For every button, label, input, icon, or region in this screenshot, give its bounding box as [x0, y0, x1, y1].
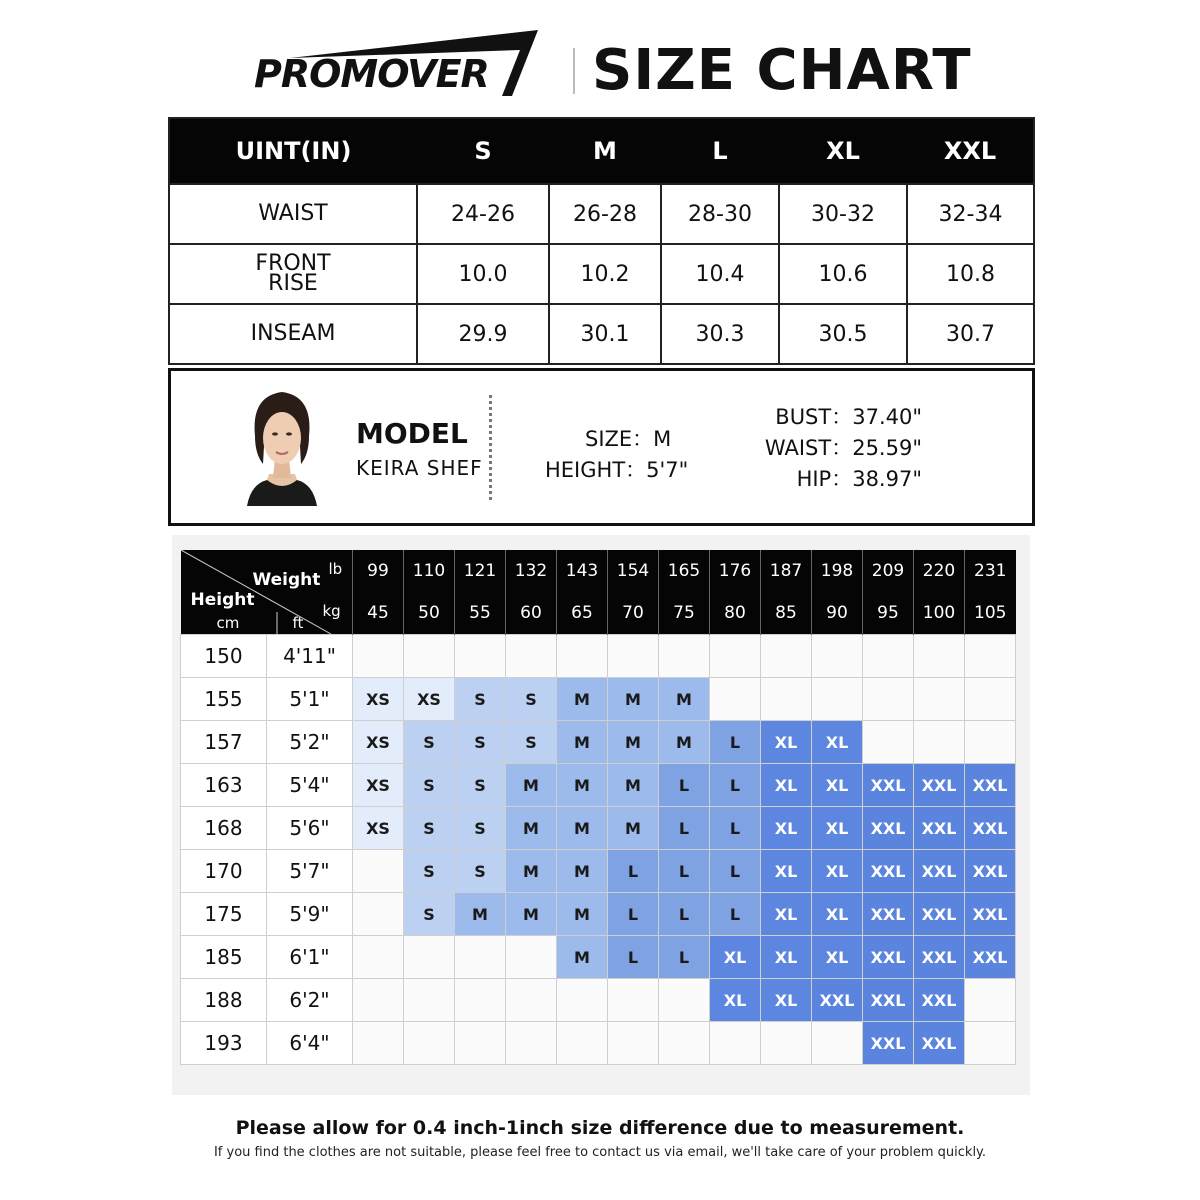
size-row-inseam	[169, 304, 1034, 364]
size-recommendation-cell: M	[455, 893, 506, 936]
grid-row	[181, 1022, 1016, 1065]
size-recommendation-cell: M	[557, 678, 608, 721]
weight-lb-cell: 187	[761, 550, 812, 591]
empty-cell	[557, 635, 608, 678]
unit-header: UINT(IN)	[169, 118, 417, 184]
weight-lb-cell: 154	[608, 550, 659, 591]
empty-cell	[659, 1022, 710, 1065]
corner-cm-label: cm	[216, 614, 240, 632]
size-recommendation-cell: XXL	[863, 807, 914, 850]
height-ft-cell: 5'7"	[267, 850, 353, 893]
size-recommendation-cell: M	[557, 936, 608, 979]
size-recommendation-cell: XL	[710, 936, 761, 979]
weight-lb-cell: 132	[506, 550, 557, 591]
size-recommendation-cell: M	[608, 807, 659, 850]
empty-cell	[353, 850, 404, 893]
corner-kg-label: kg	[322, 602, 341, 620]
empty-cell	[710, 678, 761, 721]
empty-cell	[506, 936, 557, 979]
empty-cell	[608, 1022, 659, 1065]
empty-cell	[455, 635, 506, 678]
corner-height-label: Height	[190, 590, 255, 610]
empty-cell	[404, 936, 455, 979]
size-recommendation-cell: S	[404, 764, 455, 807]
weight-kg-cell: 65	[557, 591, 608, 635]
grid-row	[181, 807, 1016, 850]
size-recommendation-cell: S	[455, 850, 506, 893]
size-header: XL	[779, 118, 907, 184]
weight-lb-cell: 110	[404, 550, 455, 591]
size-recommendation-cell: M	[506, 893, 557, 936]
weight-kg-cell: 80	[710, 591, 761, 635]
weight-kg-cell: 90	[812, 591, 863, 635]
size-value: 24-26	[417, 184, 549, 244]
weight-kg-cell: 100	[914, 591, 965, 635]
empty-cell	[353, 936, 404, 979]
height-cm-cell: 188	[181, 979, 267, 1022]
size-value: 26-28	[549, 184, 661, 244]
size-recommendation-cell: L	[659, 850, 710, 893]
size-recommendation-cell: M	[557, 764, 608, 807]
empty-cell	[455, 936, 506, 979]
size-recommendation-cell: S	[506, 678, 557, 721]
size-recommendation-cell: XL	[761, 764, 812, 807]
height-ft-cell: 5'2"	[267, 721, 353, 764]
empty-cell	[965, 1022, 1016, 1065]
model-label: MODEL	[356, 417, 468, 450]
empty-cell	[659, 979, 710, 1022]
empty-cell	[812, 635, 863, 678]
height-cm-cell: 150	[181, 635, 267, 678]
size-value: 32-34	[907, 184, 1034, 244]
height-cm-cell: 170	[181, 850, 267, 893]
size-recommendation-cell: XL	[812, 721, 863, 764]
page-title: SIZE CHART	[592, 38, 972, 103]
model-hip: HIP：38.97"	[796, 467, 922, 491]
size-recommendation-cell: L	[659, 764, 710, 807]
size-recommendation-cell: S	[404, 893, 455, 936]
empty-cell	[557, 1022, 608, 1065]
size-recommendation-cell: M	[557, 893, 608, 936]
size-recommendation-cell: XS	[353, 807, 404, 850]
size-recommendation-cell: L	[659, 936, 710, 979]
size-header: XXL	[907, 118, 1034, 184]
size-header: S	[417, 118, 549, 184]
empty-cell	[965, 678, 1016, 721]
empty-cell	[404, 979, 455, 1022]
weight-kg-cell: 55	[455, 591, 506, 635]
size-recommendation-cell: XS	[353, 721, 404, 764]
weight-lb-cell: 209	[863, 550, 914, 591]
empty-cell	[914, 678, 965, 721]
grid-row	[181, 850, 1016, 893]
size-value: 10.6	[779, 244, 907, 304]
empty-cell	[812, 1022, 863, 1065]
size-recommendation-cell: M	[608, 764, 659, 807]
height-cm-cell: 157	[181, 721, 267, 764]
empty-cell	[914, 721, 965, 764]
empty-cell	[710, 1022, 761, 1065]
size-recommendation-cell: XXL	[965, 807, 1016, 850]
weight-lb-cell: 99	[353, 550, 404, 591]
size-recommendation-cell: XXL	[914, 893, 965, 936]
size-table-header	[169, 118, 1034, 184]
size-value: 30.7	[907, 304, 1034, 364]
size-recommendation-cell: M	[608, 721, 659, 764]
corner-weight-label: Weight	[252, 570, 321, 590]
size-row-front-rise	[169, 244, 1034, 304]
height-cm-cell: 168	[181, 807, 267, 850]
weight-kg-cell: 70	[608, 591, 659, 635]
empty-cell	[404, 1022, 455, 1065]
weight-lb-cell: 231	[965, 550, 1016, 591]
size-recommendation-cell: L	[710, 807, 761, 850]
empty-cell	[455, 1022, 506, 1065]
height-cm-cell: 155	[181, 678, 267, 721]
size-recommendation-cell: XXL	[914, 807, 965, 850]
row-label: INSEAM	[169, 304, 417, 364]
weight-kg-cell: 95	[863, 591, 914, 635]
empty-cell	[863, 721, 914, 764]
weight-kg-cell: 75	[659, 591, 710, 635]
size-recommendation-cell: XL	[761, 807, 812, 850]
size-value: 29.9	[417, 304, 549, 364]
weight-kg-cell: 45	[353, 591, 404, 635]
brand-logo	[250, 28, 540, 98]
size-recommendation-cell: XXL	[965, 850, 1016, 893]
brand-name: PROMOVER	[254, 52, 489, 96]
size-recommendation-cell: XL	[761, 893, 812, 936]
empty-cell	[965, 721, 1016, 764]
size-recommendation-cell: M	[659, 678, 710, 721]
model-info-box	[168, 368, 1035, 526]
size-value: 30.3	[661, 304, 779, 364]
weight-lb-row	[181, 550, 1016, 591]
row-label-line: RISE	[268, 271, 318, 296]
size-value: 30-32	[779, 184, 907, 244]
empty-cell	[863, 678, 914, 721]
weight-lb-cell: 220	[914, 550, 965, 591]
empty-cell	[608, 635, 659, 678]
weight-lb-cell: 121	[455, 550, 506, 591]
size-row-waist	[169, 184, 1034, 244]
empty-cell	[914, 635, 965, 678]
empty-cell	[455, 979, 506, 1022]
size-recommendation-cell: XXL	[863, 850, 914, 893]
size-recommendation-cell: XL	[761, 936, 812, 979]
empty-cell	[353, 979, 404, 1022]
weight-lb-cell: 165	[659, 550, 710, 591]
weight-kg-cell: 105	[965, 591, 1016, 635]
size-recommendation-cell: XXL	[863, 764, 914, 807]
grid-row	[181, 721, 1016, 764]
size-recommendation-cell: S	[404, 850, 455, 893]
height-cm-cell: 193	[181, 1022, 267, 1065]
size-recommendation-cell: M	[608, 678, 659, 721]
size-recommendation-cell: L	[659, 893, 710, 936]
size-recommendation-cell: M	[506, 807, 557, 850]
row-label: WAIST	[169, 184, 417, 244]
size-recommendation-cell: L	[608, 936, 659, 979]
size-recommendation-cell: L	[608, 893, 659, 936]
size-recommendation-cell: S	[404, 807, 455, 850]
contact-note: If you find the clothes are not suitable, please feel free to contact us via email, we'll take care of your problem quickly.	[213, 1145, 987, 1160]
size-recommendation-cell: XXL	[812, 979, 863, 1022]
height-ft-cell: 6'2"	[267, 979, 353, 1022]
size-recommendation-cell: XXL	[863, 893, 914, 936]
size-recommendation-cell: XL	[812, 936, 863, 979]
size-recommendation-grid	[172, 535, 1030, 1095]
height-ft-cell: 5'9"	[267, 893, 353, 936]
size-recommendation-cell: XXL	[914, 850, 965, 893]
corner-lb-label: lb	[328, 560, 343, 578]
row-label-line: FRONT	[255, 251, 331, 276]
empty-cell	[761, 1022, 812, 1065]
size-recommendation-cell: XL	[761, 979, 812, 1022]
empty-cell	[761, 678, 812, 721]
size-recommendation-cell: M	[506, 764, 557, 807]
size-recommendation-cell: L	[710, 764, 761, 807]
size-recommendation-cell: L	[710, 893, 761, 936]
size-header: L	[661, 118, 779, 184]
size-recommendation-cell: M	[659, 721, 710, 764]
size-recommendation-cell: XL	[761, 721, 812, 764]
height-ft-cell: 5'4"	[267, 764, 353, 807]
size-recommendation-cell: L	[659, 807, 710, 850]
empty-cell	[353, 893, 404, 936]
size-recommendation-cell: S	[455, 764, 506, 807]
model-height: HEIGHT：5'7"	[545, 458, 689, 482]
size-recommendation-cell: XXL	[965, 764, 1016, 807]
grid-row	[181, 893, 1016, 936]
grid-row	[181, 635, 1016, 678]
height-cm-cell: 163	[181, 764, 267, 807]
size-value: 30.5	[779, 304, 907, 364]
empty-cell	[506, 635, 557, 678]
empty-cell	[608, 979, 659, 1022]
size-value: 10.4	[661, 244, 779, 304]
height-ft-cell: 6'4"	[267, 1022, 353, 1065]
weight-lb-cell: 198	[812, 550, 863, 591]
size-recommendation-cell: XL	[812, 850, 863, 893]
size-recommendation-cell: XL	[761, 850, 812, 893]
model-name: KEIRA SHEF	[356, 456, 483, 480]
size-recommendation-cell: M	[506, 850, 557, 893]
size-header: M	[549, 118, 661, 184]
size-recommendation-cell: XXL	[914, 764, 965, 807]
empty-cell	[659, 635, 710, 678]
grid-corner	[181, 550, 353, 635]
model-size: SIZE：M	[585, 427, 672, 451]
height-ft-cell: 6'1"	[267, 936, 353, 979]
size-value: 28-30	[661, 184, 779, 244]
size-recommendation-cell: XL	[710, 979, 761, 1022]
weight-height-table	[180, 550, 1016, 1065]
size-recommendation-cell: S	[455, 807, 506, 850]
model-waist: WAIST：25.59"	[764, 436, 922, 460]
size-recommendation-cell: S	[404, 721, 455, 764]
model-bust: BUST：37.40"	[775, 405, 922, 429]
size-recommendation-cell: XS	[404, 678, 455, 721]
empty-cell	[965, 979, 1016, 1022]
size-recommendation-cell: M	[557, 807, 608, 850]
empty-cell	[404, 635, 455, 678]
size-recommendation-cell: XXL	[863, 1022, 914, 1065]
size-table	[168, 117, 1035, 365]
size-recommendation-cell: XL	[812, 764, 863, 807]
height-cm-cell: 175	[181, 893, 267, 936]
size-recommendation-cell: XXL	[863, 936, 914, 979]
size-recommendation-cell: XXL	[914, 936, 965, 979]
weight-kg-cell: 60	[506, 591, 557, 635]
size-recommendation-cell: XS	[353, 678, 404, 721]
size-recommendation-cell: L	[608, 850, 659, 893]
size-value: 30.1	[549, 304, 661, 364]
empty-cell	[812, 678, 863, 721]
empty-cell	[557, 979, 608, 1022]
empty-cell	[506, 979, 557, 1022]
empty-cell	[506, 1022, 557, 1065]
weight-lb-cell: 143	[557, 550, 608, 591]
row-label	[169, 244, 417, 304]
size-recommendation-cell: XXL	[863, 979, 914, 1022]
size-recommendation-cell: XXL	[914, 1022, 965, 1065]
size-recommendation-cell: M	[557, 850, 608, 893]
weight-kg-cell: 50	[404, 591, 455, 635]
size-recommendation-cell: S	[506, 721, 557, 764]
size-recommendation-cell: XXL	[965, 936, 1016, 979]
empty-cell	[761, 635, 812, 678]
empty-cell	[965, 635, 1016, 678]
model-photo	[237, 388, 327, 506]
height-cm-cell: 185	[181, 936, 267, 979]
weight-kg-cell: 85	[761, 591, 812, 635]
size-recommendation-cell: XL	[812, 807, 863, 850]
empty-cell	[710, 635, 761, 678]
size-recommendation-cell: S	[455, 721, 506, 764]
grid-row	[181, 979, 1016, 1022]
empty-cell	[863, 635, 914, 678]
size-recommendation-cell: L	[710, 721, 761, 764]
height-ft-cell: 5'6"	[267, 807, 353, 850]
size-recommendation-cell: XXL	[965, 893, 1016, 936]
header-divider	[573, 48, 575, 94]
grid-row	[181, 678, 1016, 721]
size-recommendation-cell: XL	[812, 893, 863, 936]
size-recommendation-cell: XXL	[914, 979, 965, 1022]
corner-ft-label: ft	[292, 614, 304, 632]
size-value: 10.8	[907, 244, 1034, 304]
grid-row	[181, 764, 1016, 807]
dotted-divider	[489, 395, 492, 500]
measurement-note: Please allow for 0.4 inch-1inch size difference due to measurement.	[235, 1117, 965, 1139]
size-recommendation-cell: L	[710, 850, 761, 893]
grid-body	[181, 635, 1016, 1065]
height-ft-cell: 5'1"	[267, 678, 353, 721]
grid-row	[181, 936, 1016, 979]
size-recommendation-cell: S	[455, 678, 506, 721]
size-recommendation-cell: XS	[353, 764, 404, 807]
empty-cell	[353, 635, 404, 678]
size-recommendation-cell: M	[557, 721, 608, 764]
size-value: 10.0	[417, 244, 549, 304]
weight-lb-cell: 176	[710, 550, 761, 591]
empty-cell	[353, 1022, 404, 1065]
size-value: 10.2	[549, 244, 661, 304]
height-ft-cell: 4'11"	[267, 635, 353, 678]
